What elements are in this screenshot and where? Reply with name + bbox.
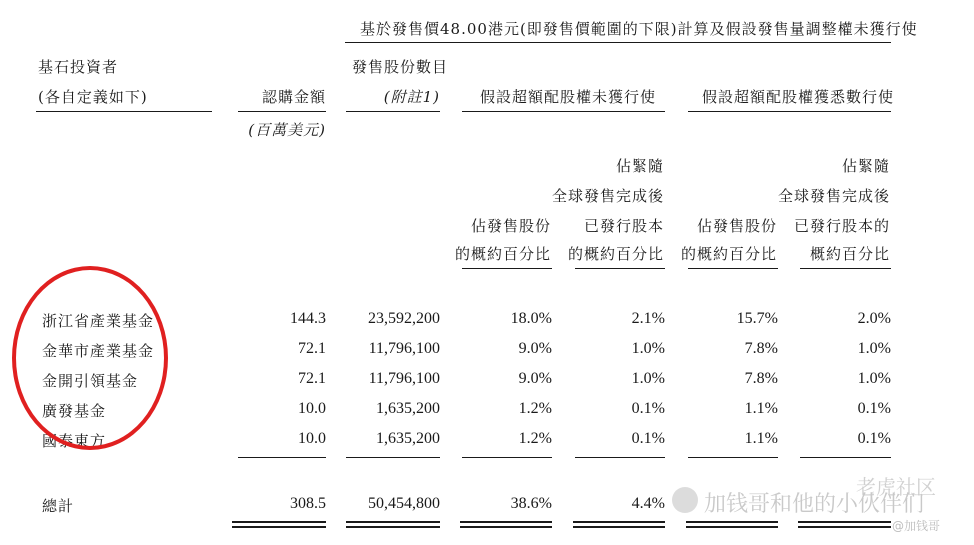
sub-a1-line2: 的概約百分比 (454, 245, 551, 263)
total-a1: 38.6% (510, 495, 552, 512)
row-amount: 10.0 (298, 400, 326, 417)
investor-header: 基石投資者 (38, 58, 119, 76)
amount-unit: (百萬美元) (248, 121, 326, 139)
group-not-exercised-header: 假設超額配股權未獲行使 (480, 88, 657, 106)
sub-a2-line1: 佔緊隨 (615, 157, 664, 175)
group-fully-exercised-header: 假設超額配股權獲悉數行使 (702, 88, 895, 106)
sub-b2-rule (800, 268, 891, 269)
row-amount: 72.1 (298, 340, 326, 357)
subtotal-rule-shares (346, 457, 440, 458)
row-amount: 10.0 (298, 430, 326, 447)
row-shares: 1,635,200 (376, 430, 440, 447)
row-name: 金華市產業基金 (42, 342, 155, 360)
group-fully-exercised-rule (688, 111, 891, 112)
total-double-rule-amount-2 (232, 526, 326, 528)
subtotal-rule-b1 (688, 457, 778, 458)
investor-header-rule (36, 111, 212, 112)
row-a1: 9.0% (518, 370, 552, 387)
row-b2: 1.0% (857, 340, 891, 357)
sub-a2-line4: 的概約百分比 (567, 245, 664, 263)
total-double-rule-shares-2 (346, 526, 440, 528)
sub-b1-rule (688, 268, 778, 269)
watermark-text: 加钱哥和他的小伙伴们 (704, 492, 925, 517)
total-double-rule-a2-1 (573, 521, 665, 523)
total-shares: 50,454,800 (368, 495, 440, 512)
sub-b2-line1: 佔緊隨 (841, 157, 890, 175)
table-top-header: 基於發售價48.00港元(即發售價範圍的下限)計算及假設發售量調整權未獲行使 (360, 20, 918, 38)
chat-bubble-icon (672, 487, 698, 513)
row-a1: 9.0% (518, 340, 552, 357)
row-a2: 2.1% (631, 310, 665, 327)
row-a1: 1.2% (518, 430, 552, 447)
watermark-handle: @加钱哥 (892, 519, 941, 533)
total-amount: 308.5 (290, 495, 326, 512)
row-a2: 1.0% (631, 340, 665, 357)
row-b1: 1.1% (744, 430, 778, 447)
row-name: 廣發基金 (42, 402, 107, 420)
red-circle-annotation (12, 266, 168, 450)
row-name: 浙江省產業基金 (42, 312, 155, 330)
subtotal-rule-a2 (575, 457, 665, 458)
amount-header: 認購金額 (261, 88, 326, 106)
row-shares: 11,796,100 (368, 340, 440, 357)
top-header-rule (345, 42, 891, 43)
total-double-rule-a1-2 (460, 526, 552, 528)
row-a1: 18.0% (510, 310, 552, 327)
row-shares: 11,796,100 (368, 370, 440, 387)
subtotal-rule-amount (238, 457, 326, 458)
total-double-rule-amount-1 (232, 521, 326, 523)
row-b2: 0.1% (857, 430, 891, 447)
amount-header-rule (238, 111, 326, 112)
sub-b1-line1: 佔發售股份 (696, 217, 777, 235)
row-b2: 1.0% (857, 370, 891, 387)
investor-header-sub: (各自定義如下) (38, 88, 148, 106)
sub-a1-rule (462, 268, 552, 269)
row-shares: 23,592,200 (368, 310, 440, 327)
sub-b1-line2: 的概約百分比 (680, 245, 777, 263)
shares-note: (附註1) (383, 88, 440, 106)
sub-b2-line3: 已發行股本的 (793, 217, 890, 235)
total-a2: 4.4% (631, 495, 665, 512)
row-b1: 7.8% (744, 340, 778, 357)
shares-header-rule (346, 111, 440, 112)
sub-a2-rule (575, 268, 665, 269)
watermark-site-text: 老虎社区 (856, 475, 936, 499)
row-a2: 1.0% (631, 370, 665, 387)
watermark (670, 477, 970, 537)
row-amount: 72.1 (298, 370, 326, 387)
row-a1: 1.2% (518, 400, 552, 417)
subtotal-rule-b2 (800, 457, 891, 458)
row-b2: 0.1% (857, 400, 891, 417)
shares-header: 發售股份數目 (352, 58, 449, 76)
total-double-rule-a1-1 (460, 521, 552, 523)
sub-a2-line2: 全球發售完成後 (551, 187, 664, 205)
sub-b2-line2: 全球發售完成後 (777, 187, 890, 205)
row-b1: 1.1% (744, 400, 778, 417)
row-b1: 7.8% (744, 370, 778, 387)
sub-b2-line4: 概約百分比 (809, 245, 890, 263)
row-a2: 0.1% (631, 400, 665, 417)
sub-a1-line1: 佔發售股份 (470, 217, 551, 235)
row-shares: 1,635,200 (376, 400, 440, 417)
row-name: 金開引領基金 (42, 372, 139, 390)
group-not-exercised-rule (462, 111, 665, 112)
sub-a2-line3: 已發行股本 (583, 217, 664, 235)
row-a2: 0.1% (631, 430, 665, 447)
row-b1: 15.7% (736, 310, 778, 327)
row-name: 國泰東方 (42, 432, 107, 450)
row-b2: 2.0% (857, 310, 891, 327)
total-label: 總計 (42, 497, 75, 515)
total-double-rule-a2-2 (573, 526, 665, 528)
subtotal-rule-a1 (462, 457, 552, 458)
row-amount: 144.3 (290, 310, 326, 327)
total-double-rule-shares-1 (346, 521, 440, 523)
